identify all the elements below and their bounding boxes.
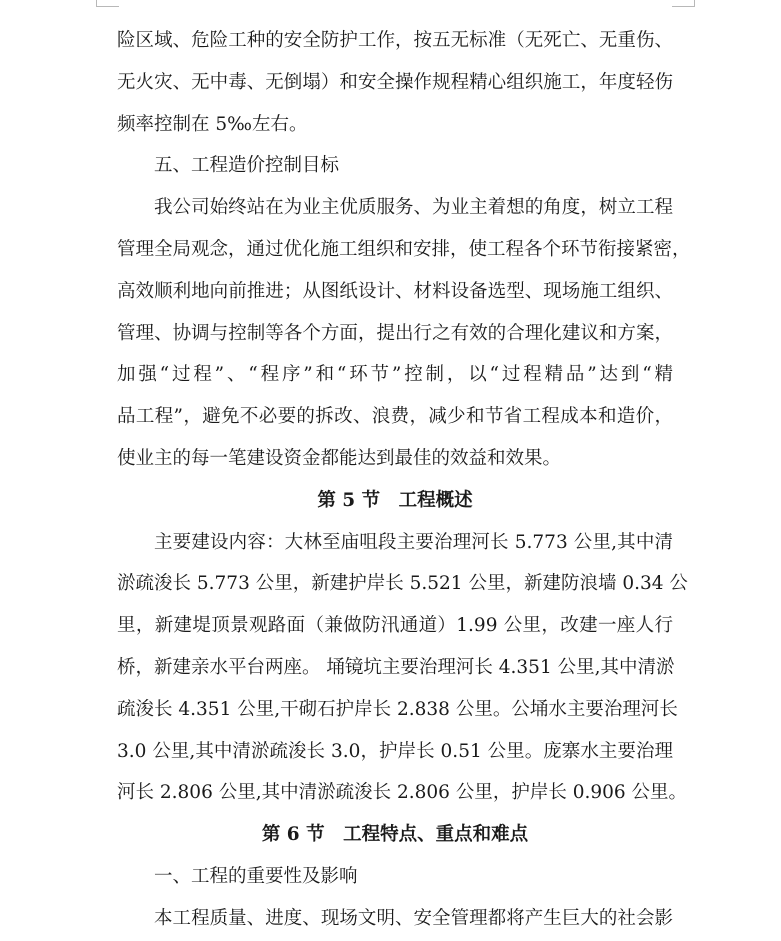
section-subheading: 一、工程的重要性及影响	[154, 865, 358, 887]
body-text-line: 3.0 公里,其中清淤疏浚长 3.0，护岸长 0.51 公里。庞寨水主要治理	[117, 740, 673, 762]
body-text-line: 高效顺利地向前推进；从图纸设计、材料设备选型、现场施工组织、	[117, 280, 673, 302]
body-text-line: 我公司始终站在为业主优质服务、为业主着想的角度，树立工程	[154, 197, 673, 219]
page-corner-mark-right	[672, 0, 695, 7]
body-text-line: 使业主的每一笔建设资金都能达到最佳的效益和效果。	[117, 447, 562, 469]
body-text-line: 淤疏浚长 5.773 公里，新建护岸长 5.521 公里，新建防浪墙 0.34 公	[117, 573, 688, 595]
body-text-line: 疏浚长 4.351 公里,干砌石护岸长 2.838 公里。公埇水主要治理河长	[117, 698, 678, 720]
body-text-line: 管理、协调与控制等各个方面，提出行之有效的合理化建议和方案，	[117, 322, 673, 344]
body-text-line: 加强“过程”、“程序”和“环节”控制，以“过程精品”达到“精	[117, 364, 673, 386]
body-text-line: 主要建设内容：大林至庙咀段主要治理河长 5.773 公里,其中清	[154, 531, 673, 553]
section-subheading: 五、工程造价控制目标	[154, 155, 340, 177]
section-heading: 第 5 节 工程概述	[317, 489, 473, 511]
body-text-line: 河长 2.806 公里,其中清淤疏浚长 2.806 公里，护岸长 0.906 公里。	[117, 782, 688, 804]
body-text-line: 频率控制在 5‰左右。	[117, 113, 308, 135]
body-text-line: 无火灾、无中毒、无倒塌）和安全操作规程精心组织施工，年度轻伤	[117, 71, 673, 93]
body-text-line: 桥，新建亲水平台两座。 埇镜坑主要治理河长 4.351 公里,其中清淤	[117, 656, 675, 678]
body-text-line: 管理全局观念，通过优化施工组织和安排，使工程各个环节衔接紧密，	[117, 238, 691, 260]
body-text-line: 险区域、危险工种的安全防护工作，按五无标准（无死亡、无重伤、	[117, 30, 673, 51]
page-corner-mark-left	[96, 0, 119, 7]
body-text-line: 品工程”，避免不必要的拆改、浪费，减少和节省工程成本和造价，	[117, 406, 673, 428]
document-body	[117, 20, 691, 940]
body-text-line: 里，新建堤顶景观路面（兼做防汛通道）1.99 公里，改建一座人行	[117, 615, 673, 637]
section-heading: 第 6 节 工程特点、重点和难点	[261, 824, 529, 846]
body-text-line: 本工程质量、进度、现场文明、安全管理都将产生巨大的社会影	[154, 907, 673, 929]
